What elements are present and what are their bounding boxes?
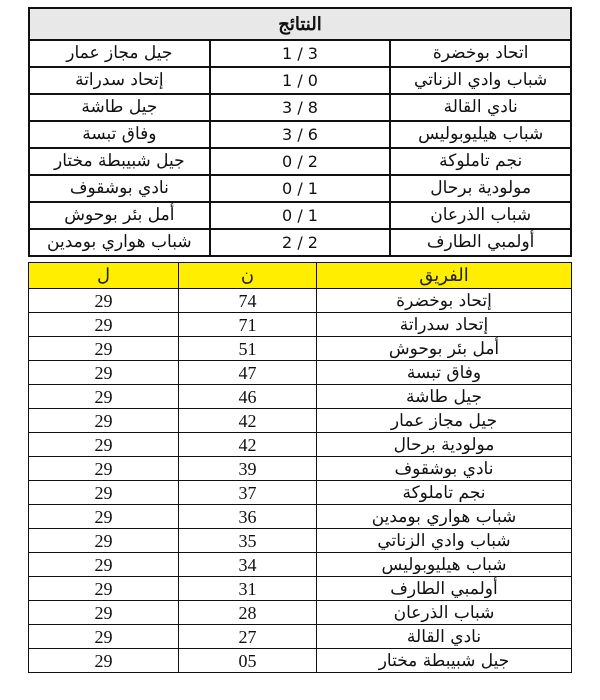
standings-row	[29, 505, 572, 529]
away-team: جيل طاشة	[29, 94, 210, 121]
played-column-header: ل	[29, 263, 179, 289]
match-row	[29, 67, 571, 94]
home-team: شباب الذرعان	[390, 202, 571, 229]
away-team: جيل مجاز عمار	[29, 40, 210, 67]
standings-table	[28, 262, 572, 673]
standings-row	[29, 457, 572, 481]
team-name: جيل شبيبطة مختار	[317, 649, 572, 673]
match-score: 2 / 0	[210, 148, 391, 175]
standings-row	[29, 625, 572, 649]
team-name: نجم تاملوكة	[317, 481, 572, 505]
team-points: 34	[179, 553, 317, 577]
games-played: 29	[29, 505, 179, 529]
standings-header-row	[29, 263, 572, 289]
away-team: أمل بئر بوحوش	[29, 202, 210, 229]
standings-row	[29, 577, 572, 601]
match-score: 6 / 3	[210, 121, 391, 148]
team-points: 31	[179, 577, 317, 601]
match-row	[29, 229, 571, 256]
team-column-header: الفريق	[317, 263, 572, 289]
games-played: 29	[29, 409, 179, 433]
standings-row	[29, 409, 572, 433]
points-column-header: ن	[179, 263, 317, 289]
results-body	[29, 40, 571, 256]
home-team: مولودية برحال	[390, 175, 571, 202]
standings-row	[29, 481, 572, 505]
standings-row	[29, 529, 572, 553]
match-score: 3 / 1	[210, 40, 391, 67]
team-name: شباب هواري بومدين	[317, 505, 572, 529]
standings-body	[29, 289, 572, 673]
match-row	[29, 40, 571, 67]
match-score: 8 / 3	[210, 94, 391, 121]
team-points: 37	[179, 481, 317, 505]
team-name: أولمبي الطارف	[317, 577, 572, 601]
match-row	[29, 94, 571, 121]
team-name: وفاق تبسة	[317, 361, 572, 385]
games-played: 29	[29, 457, 179, 481]
standings-row	[29, 289, 572, 313]
match-row	[29, 202, 571, 229]
team-points: 42	[179, 409, 317, 433]
games-played: 29	[29, 625, 179, 649]
standings-row	[29, 433, 572, 457]
team-points: 35	[179, 529, 317, 553]
games-played: 29	[29, 361, 179, 385]
home-team: أولمبي الطارف	[390, 229, 571, 256]
games-played: 29	[29, 313, 179, 337]
games-played: 29	[29, 601, 179, 625]
away-team: نادي بوشقوف	[29, 175, 210, 202]
away-team: وفاق تبسة	[29, 121, 210, 148]
team-points: 27	[179, 625, 317, 649]
games-played: 29	[29, 433, 179, 457]
team-name: إتحاد سدراتة	[317, 313, 572, 337]
match-score: 1 / 0	[210, 202, 391, 229]
home-team: شباب وادي الزناتي	[390, 67, 571, 94]
team-points: 71	[179, 313, 317, 337]
team-name: شباب الذرعان	[317, 601, 572, 625]
results-header-row	[29, 8, 571, 40]
standings-row	[29, 313, 572, 337]
team-name: شباب وادي الزناتي	[317, 529, 572, 553]
games-played: 29	[29, 385, 179, 409]
home-team: اتحاد بوخضرة	[390, 40, 571, 67]
team-name: أمل بئر بوحوش	[317, 337, 572, 361]
team-points: 47	[179, 361, 317, 385]
team-name: إتحاد بوخضرة	[317, 289, 572, 313]
games-played: 29	[29, 577, 179, 601]
team-points: 42	[179, 433, 317, 457]
team-name: جيل مجاز عمار	[317, 409, 572, 433]
games-played: 29	[29, 337, 179, 361]
team-points: 46	[179, 385, 317, 409]
games-played: 29	[29, 529, 179, 553]
team-points: 28	[179, 601, 317, 625]
away-team: إتحاد سدراتة	[29, 67, 210, 94]
standings-row	[29, 553, 572, 577]
results-table	[28, 7, 572, 257]
team-points: 74	[179, 289, 317, 313]
games-played: 29	[29, 289, 179, 313]
match-score: 0 / 1	[210, 67, 391, 94]
team-name: نادي القالة	[317, 625, 572, 649]
match-score: 2 / 2	[210, 229, 391, 256]
match-row	[29, 121, 571, 148]
standings-row	[29, 337, 572, 361]
home-team: شباب هيليوبوليس	[390, 121, 571, 148]
team-points: 36	[179, 505, 317, 529]
games-played: 29	[29, 649, 179, 673]
standings-row	[29, 385, 572, 409]
results-title: النتائج	[29, 8, 571, 40]
team-name: جيل طاشة	[317, 385, 572, 409]
team-name: نادي بوشقوف	[317, 457, 572, 481]
team-points: 05	[179, 649, 317, 673]
match-row	[29, 148, 571, 175]
home-team: نجم تاملوكة	[390, 148, 571, 175]
standings-row	[29, 601, 572, 625]
games-played: 29	[29, 553, 179, 577]
standings-row	[29, 361, 572, 385]
team-name: مولودية برحال	[317, 433, 572, 457]
team-points: 51	[179, 337, 317, 361]
games-played: 29	[29, 481, 179, 505]
team-points: 39	[179, 457, 317, 481]
team-name: شباب هيليوبوليس	[317, 553, 572, 577]
match-row	[29, 175, 571, 202]
standings-row	[29, 649, 572, 673]
match-score: 1 / 0	[210, 175, 391, 202]
away-team: جيل شبيبطة مختار	[29, 148, 210, 175]
away-team: شباب هواري بومدين	[29, 229, 210, 256]
home-team: نادي القالة	[390, 94, 571, 121]
